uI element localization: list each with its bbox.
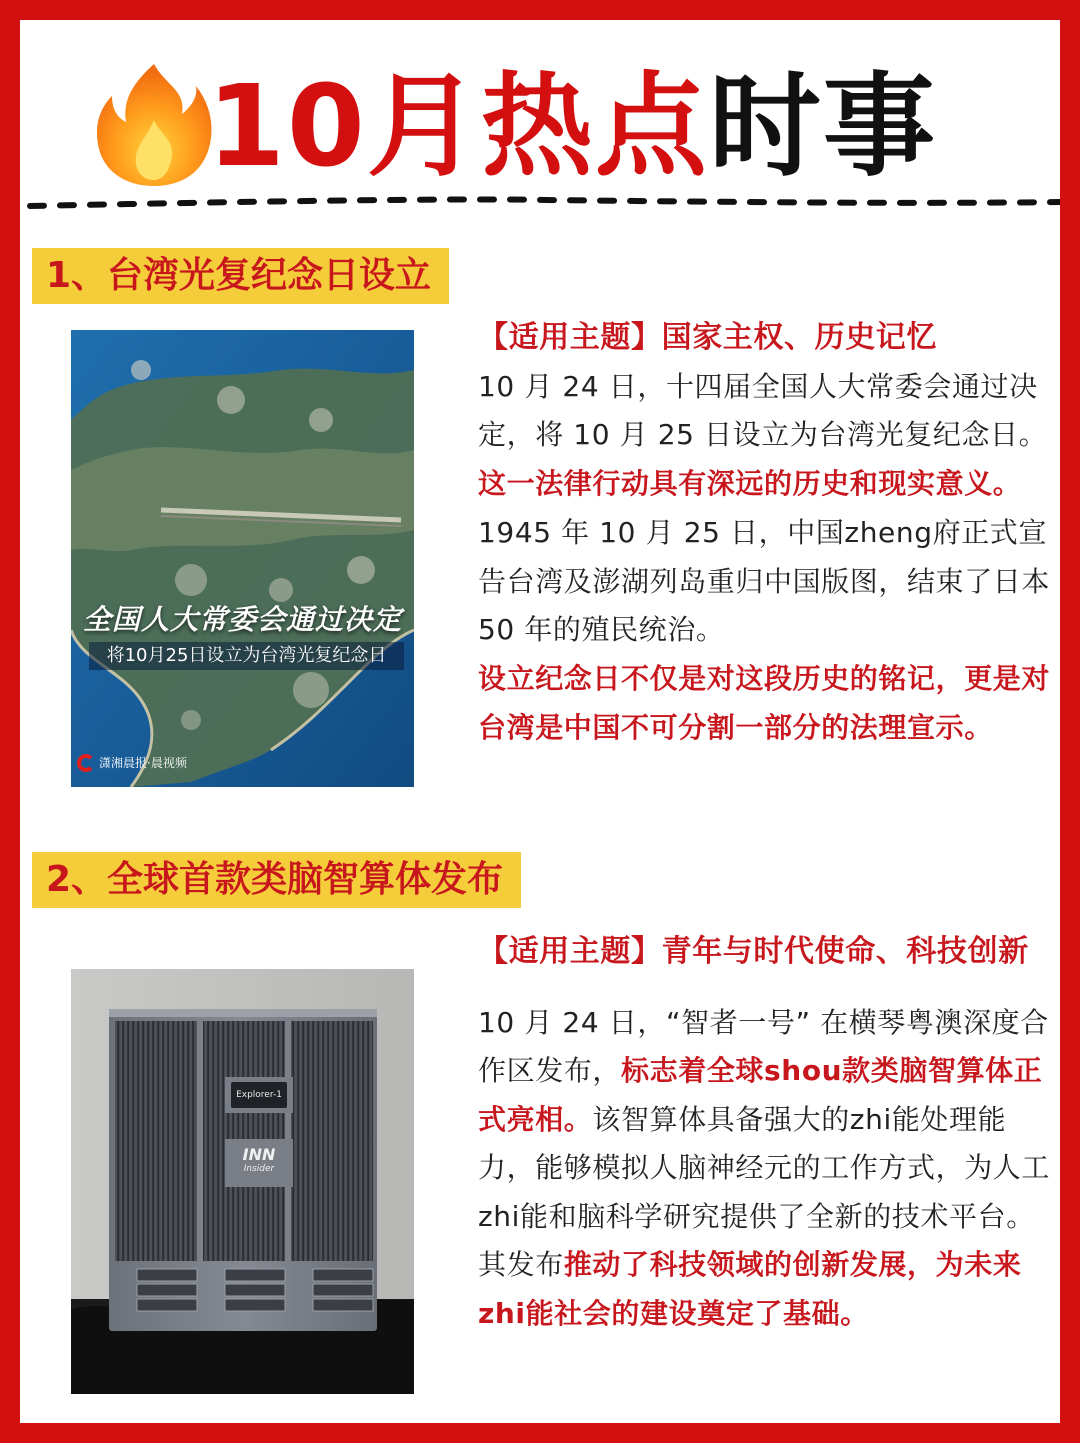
- chassis-brand-label: Explorer-1: [231, 1082, 287, 1108]
- section2-p2-highlight: 推动了科技领域的创新发展，为未来zhi能社会的建设奠定了基础。: [478, 1248, 1022, 1330]
- section2-topic: 【适用主题】青年与时代使命、科技创新: [478, 934, 1029, 969]
- section2-image-computer: [71, 969, 414, 1394]
- media-logo-icon: [77, 754, 95, 772]
- image-caption-sub: 将10月25日设立为台湾光复纪念日: [89, 642, 404, 670]
- fire-icon: [94, 60, 214, 190]
- chassis-logo-main: INN: [242, 1145, 276, 1164]
- chassis-logo: [231, 1147, 287, 1179]
- page-title: [207, 52, 937, 202]
- spacer: [478, 977, 1060, 999]
- section2-title: 2、全球首款类脑智算体发布: [32, 852, 521, 908]
- section1-title: 1、台湾光复纪念日设立: [32, 248, 449, 304]
- title-black-part: 时事: [708, 62, 937, 192]
- section1-text: [478, 314, 1060, 752]
- chassis-logo-sub: Insider: [243, 1164, 275, 1174]
- section1-p1-c: 1945 年 10 月 25 日，中国zheng府正式宣告台湾及澎湖列岛重归中国版图，结束了日本 50 年的殖民统治。: [478, 515, 1051, 647]
- title-red-part: 10月热点: [207, 62, 709, 192]
- section2-p2-a: 其发布: [478, 1248, 564, 1281]
- section2-p1-highlight: 标志着全球shou款类脑智算体正式亮相。: [478, 1054, 1043, 1136]
- section1-paragraph1: [478, 363, 1060, 655]
- section2-p1-a: 10 月 24 日，“智者一号” 在横琴粤澳深度合作区发布，: [478, 1005, 1049, 1087]
- section2-p1-c: 该智算体具备强大的zhi能处理能力，能够模拟人脑神经元的工作方式，为人工zhi能和脑科学研究提供了全新的技术平台。: [478, 1102, 1051, 1233]
- section2-text: [478, 928, 1060, 1338]
- section1-topic: 【适用主题】国家主权、历史记忆: [478, 320, 937, 355]
- image-caption-main: 全国人大常委会通过决定: [82, 603, 402, 636]
- section1-paragraph2: 设立纪念日不仅是对这段历史的铭记，更是对台湾是中国不可分割一部分的法理宣示。: [478, 661, 1051, 744]
- section1-p1-highlight: 这一法律行动具有深远的历史和现实意义。: [478, 467, 1022, 501]
- image-source: 潇湘晨报·晨视频: [99, 756, 187, 770]
- header: [72, 52, 1020, 202]
- section1-image-taiwan-aerial: [71, 330, 414, 787]
- section2-paragraph2: [478, 1241, 1060, 1338]
- section1-p1-a: 10 月 24 日，十四届全国人大常委会通过决定，将 10 月 25 日设立为台湾光复纪念日。: [478, 369, 1048, 452]
- section2-paragraph1: [478, 999, 1060, 1242]
- dashed-divider: [26, 192, 1066, 222]
